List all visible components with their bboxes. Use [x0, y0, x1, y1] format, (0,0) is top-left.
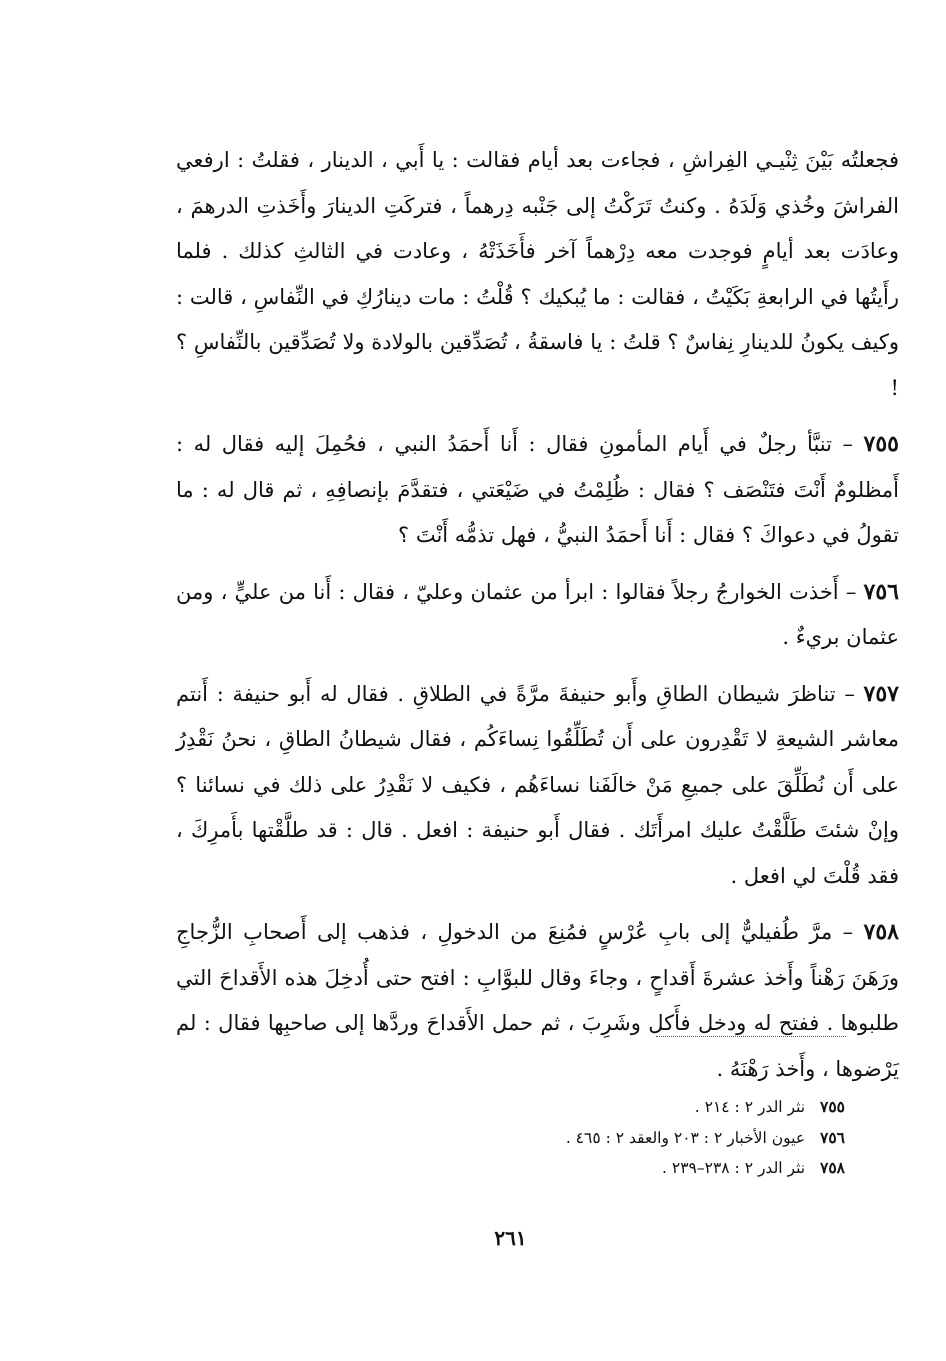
anecdote-number: ٧٥٦	[863, 578, 899, 605]
paragraph-text: – أَخذت الخوارجُ رجلاً فقالوا : ابرأ من عثمان وعليّ ، فقال : أَنا من عليٍّ ، ومن عثمان بريءٌ .	[176, 579, 899, 649]
anecdote-755	[176, 422, 899, 559]
footnote-text: نثر الدر ٢ : ٢٣٨–٢٣٩ .	[662, 1159, 806, 1177]
anecdote-number: ٧٥٨	[863, 919, 899, 945]
paragraph-text: – تناظرَ شيطان الطاقِ وأَبو حنيفةَ مرَّةً في الطلاقِ . فقال له أَبو حنيفة : أَنتم معاشر الشيعةِ لا تَقْدِرون على أَن تُطَلِّقُوا نِساءَكُم ، فقال شيطانُ الطاقِ ، نحنُ نَقْدِرُ على أَن نُطَلِّقَ على جميعِ مَنْ خالَفَنا نساءَهُم ، فكيف لا نَقْدِرُ على ذلك في نسائنا ؟ وإنْ شئتَ طَلَّقْتُ عليك امرأَتَك . فقال أَبو حنيفة : افعل . قال : قد طلَّقْتها بأَمرِكَ ، فقد قُلْتَ لي افعل .	[176, 681, 899, 888]
anecdote-758	[176, 910, 899, 1092]
footnotes	[420, 1092, 845, 1184]
page-number: ٢٦١	[494, 1226, 527, 1250]
footnote-755	[420, 1092, 845, 1123]
anecdote-756	[176, 570, 899, 661]
footnote-text: عيون الأخبار ٢ : ٢٠٣ والعقد ٢ : ٤٦٥ .	[565, 1128, 806, 1147]
paragraph-text: – تنبَّأ رجلٌ في أَيام المأمونِ فقال : أَنا أَحمَدُ النبي ، فحُمِلَ إليه فقال له : أَمظلومٌ أَنْتَ فتَنْصَف ؟ فقال : ظُلِمْتُ في ضَيْعَتي ، فتقدَّمَ بإنصافِهِ ، ثم قال له : ما تقولُ في دعواكَ ؟ فقال : أَنا أَحمَدُ النبيُّ ، فهل تذمُّه أَنْتَ ؟	[176, 432, 899, 547]
anecdote-number: ٧٥٧	[863, 680, 899, 707]
footnote-text: نثر الدر ٢ : ٢١٤ .	[694, 1098, 806, 1116]
footnote-758	[420, 1153, 845, 1184]
anecdote-757	[176, 672, 899, 900]
paragraph-text: فجعلتُه بَيْنَ ثِنْيـي الفِراشِ ، فجاءت بعد أيام فقالت : يا أَبي ، الدينار ، فقلتُ : ارفعي الفراشَ وخُذي وَلَدَهُ . وكنتُ تَرَكْتُ إلى جَنْبه دِرهماً ، فتركَتِ الدينارَ وأَخَذتِ الدرهمَ ، وعادَت بعد أيامٍ فوجدت معه دِرْهماً آخر فأَخَذَتْهُ ، وعادت في الثالثِ كذلك . فلما رأَيتُها في الرابعةِ بَكَيْتُ ، فقالت : ما يُبكيك ؟ قُلْتُ : مات دينارُكِ في النِّفاسِ ، قالت : وكيف يكونُ للدينارِ نِفاسٌ ؟ قلتُ : يا فاسقةُ ، تُصَدِّقين بالولادة ولا تُصَدِّقين بالنِّفاسِ ؟ !	[176, 148, 899, 400]
footnote-756	[420, 1123, 845, 1154]
main-text	[176, 138, 899, 1103]
footnote-number: ٧٥٦	[820, 1127, 845, 1147]
anecdote-number: ٧٥٥	[863, 431, 899, 457]
footnote-number: ٧٥٥	[820, 1097, 845, 1116]
footnote-divider	[656, 1036, 846, 1037]
paragraph-continuation	[176, 138, 899, 411]
footnote-number: ٧٥٨	[820, 1158, 845, 1177]
paragraph-text: – مرَّ طُفيليٌّ إلى بابِ عُرْسٍ فمُنِعَ من الدخولِ ، فذهب إلى أَصحابِ الزُّجاجِ ورَهَنَ رَهْناً وأَخذ عشرةَ أَقداحٍ ، وجاءَ وقال للبوَّابِ : افتح حتى أُدخِلَ هذه الأَقداحَ التي طلبوها . ففتح له ودخل فأَكل وشَرِبَ ، ثم حمل الأَقداحَ وردَّها إلى صاحبِها فقال : لم يَرْضوها ، وأَخذ رَهْنَهُ .	[176, 920, 899, 1081]
